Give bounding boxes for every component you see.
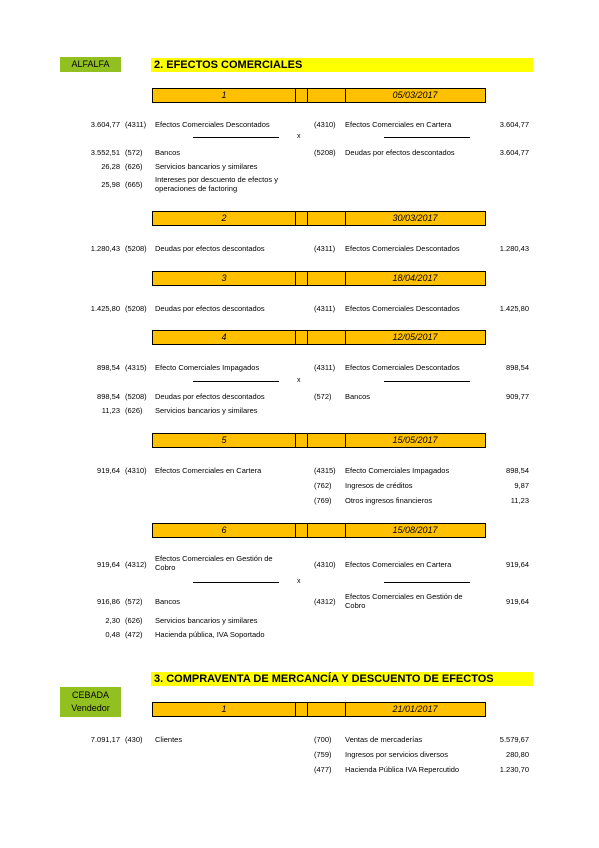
debit-amount: 916,86 [97, 597, 120, 606]
entry-date: 15/05/2017 [392, 435, 438, 445]
section-title: 3. COMPRAVENTA DE MERCANCÍA Y DESCUENTO DE EFECTOS [151, 672, 533, 686]
debit-account: Clientes [155, 735, 183, 744]
credit-code: (5208) [314, 148, 336, 157]
entry-date: 21/01/2017 [392, 704, 438, 714]
debit-account: Servicios bancarios y similares [155, 616, 258, 625]
separator-mark: x [297, 578, 301, 585]
debit-amount: 3.604,77 [90, 120, 120, 129]
debit-account: Intereses por descuento de efectos y operaciones de factoring [155, 175, 278, 193]
credit-code: (4312) [314, 597, 336, 606]
credit-account: Efectos Comerciales Descontados [345, 363, 460, 372]
credit-amount: 5.579,67 [499, 735, 529, 744]
separator-line [193, 137, 279, 138]
credit-code: (4315) [314, 466, 336, 475]
credit-code: (4311) [314, 304, 336, 313]
debit-account: Efecto Comerciales Impagados [155, 363, 260, 372]
credit-code: (4311) [314, 363, 336, 372]
debit-code: (572) [125, 148, 143, 157]
debit-code: (430) [125, 735, 143, 744]
entry-number: 6 [221, 525, 227, 535]
credit-code: (762) [314, 481, 332, 490]
debit-amount: 919,64 [97, 466, 120, 475]
cebada-tag [60, 687, 121, 717]
debit-amount: 2,30 [105, 616, 120, 625]
entry-date: 12/05/2017 [392, 332, 438, 342]
entry-date: 15/08/2017 [392, 525, 438, 535]
entry-header [152, 211, 486, 226]
separator-mark: x [297, 133, 301, 140]
debit-code: (4312) [125, 560, 147, 569]
debit-account: Deudas por efectos descontados [155, 244, 265, 253]
debit-account: Efectos Comerciales en Cartera [155, 466, 262, 475]
credit-account: Ventas de mercaderías [345, 735, 423, 744]
debit-amount: 3.552,51 [90, 148, 120, 157]
debit-amount: 0,48 [105, 630, 120, 639]
entry-header [152, 702, 486, 717]
debit-amount: 1.280,43 [90, 244, 120, 253]
credit-account: Otros ingresos financieros [345, 496, 433, 505]
credit-amount: 1.280,43 [499, 244, 529, 253]
separator-line [193, 582, 279, 583]
credit-code: (4310) [314, 120, 336, 129]
entry-number: 1 [221, 704, 227, 714]
debit-account: Efectos Comerciales Descontados [155, 120, 270, 129]
debit-code: (626) [125, 162, 143, 171]
credit-account: Hacienda Pública IVA Repercutido [345, 765, 460, 774]
credit-amount: 1.230,70 [499, 765, 529, 774]
debit-code: (626) [125, 406, 143, 415]
credit-account: Efectos Comerciales Descontados [345, 244, 460, 253]
credit-account: Efectos Comerciales en Cartera [345, 560, 452, 569]
entry-header [152, 523, 486, 538]
debit-code: (5208) [125, 304, 147, 313]
entry-number: 3 [221, 273, 227, 283]
separator-mark: x [297, 377, 301, 384]
debit-code: (572) [125, 597, 143, 606]
debit-code: (626) [125, 616, 143, 625]
credit-account: Efecto Comerciales Impagados [345, 466, 450, 475]
credit-account: Bancos [345, 392, 371, 401]
debit-code: (4311) [125, 120, 147, 129]
debit-account: Deudas por efectos descontados [155, 392, 265, 401]
credit-account: Efectos Comerciales en Gestión de Cobro [345, 592, 463, 610]
separator-line [384, 137, 470, 138]
debit-code: (5208) [125, 392, 147, 401]
debit-account: Deudas por efectos descontados [155, 304, 265, 313]
debit-amount: 898,54 [97, 363, 120, 372]
debit-amount: 919,64 [97, 560, 120, 569]
entry-date: 18/04/2017 [392, 273, 438, 283]
separator-line [193, 381, 279, 382]
entry-number: 4 [221, 332, 227, 342]
entry-number: 2 [221, 213, 227, 223]
section-title: 2. EFECTOS COMERCIALES [151, 58, 533, 72]
credit-amount: 9,87 [514, 481, 529, 490]
vendedor-label: Vendedor [71, 703, 110, 713]
separator-line [384, 381, 470, 382]
credit-account: Efectos Comerciales Descontados [345, 304, 460, 313]
debit-amount: 7.091,17 [90, 735, 120, 744]
credit-code: (4311) [314, 244, 336, 253]
credit-amount: 11,23 [510, 496, 529, 505]
credit-amount: 909,77 [506, 392, 529, 401]
debit-code: (4310) [125, 466, 147, 475]
credit-amount: 1.425,80 [499, 304, 529, 313]
credit-account: Deudas por efectos descontados [345, 148, 455, 157]
debit-code: (5208) [125, 244, 147, 253]
credit-account: Ingresos de créditos [345, 481, 413, 490]
debit-code: (665) [125, 180, 143, 189]
entry-header [152, 433, 486, 448]
debit-amount: 26,28 [101, 162, 120, 171]
debit-account: Hacienda pública, IVA Soportado [155, 630, 265, 639]
debit-account: Bancos [155, 597, 181, 606]
credit-code: (700) [314, 735, 332, 744]
entry-number: 5 [221, 435, 227, 445]
debit-amount: 11,23 [101, 406, 120, 415]
credit-amount: 3.604,77 [499, 148, 529, 157]
credit-amount: 898,54 [506, 466, 529, 475]
credit-code: (759) [314, 750, 332, 759]
credit-amount: 898,54 [506, 363, 529, 372]
separator-line [384, 582, 470, 583]
credit-code: (477) [314, 765, 332, 774]
credit-amount: 919,64 [506, 560, 529, 569]
debit-account: Servicios bancarios y similares [155, 162, 258, 171]
debit-amount: 898,54 [97, 392, 120, 401]
credit-account: Ingresos por servicios diversos [345, 750, 448, 759]
credit-code: (572) [314, 392, 332, 401]
debit-amount: 25,98 [101, 180, 120, 189]
credit-amount: 919,64 [506, 597, 529, 606]
credit-amount: 280,80 [506, 750, 529, 759]
entry-header [152, 271, 486, 286]
credit-account: Efectos Comerciales en Cartera [345, 120, 452, 129]
debit-code: (4315) [125, 363, 147, 372]
credit-code: (4310) [314, 560, 336, 569]
credit-code: (769) [314, 496, 332, 505]
debit-amount: 1.425,80 [90, 304, 120, 313]
debit-account: Efectos Comerciales en Gestión de Cobro [155, 554, 273, 572]
alfalfa-tag: ALFALFA [60, 57, 121, 72]
entry-number: 1 [221, 90, 227, 100]
entry-date: 30/03/2017 [392, 213, 438, 223]
entry-header [152, 88, 486, 103]
entry-header [152, 330, 486, 345]
entry-date: 05/03/2017 [392, 90, 438, 100]
debit-account: Bancos [155, 148, 181, 157]
cebada-label: CEBADA [71, 690, 109, 700]
debit-code: (472) [125, 630, 143, 639]
credit-amount: 3.604,77 [499, 120, 529, 129]
debit-account: Servicios bancarios y similares [155, 406, 258, 415]
